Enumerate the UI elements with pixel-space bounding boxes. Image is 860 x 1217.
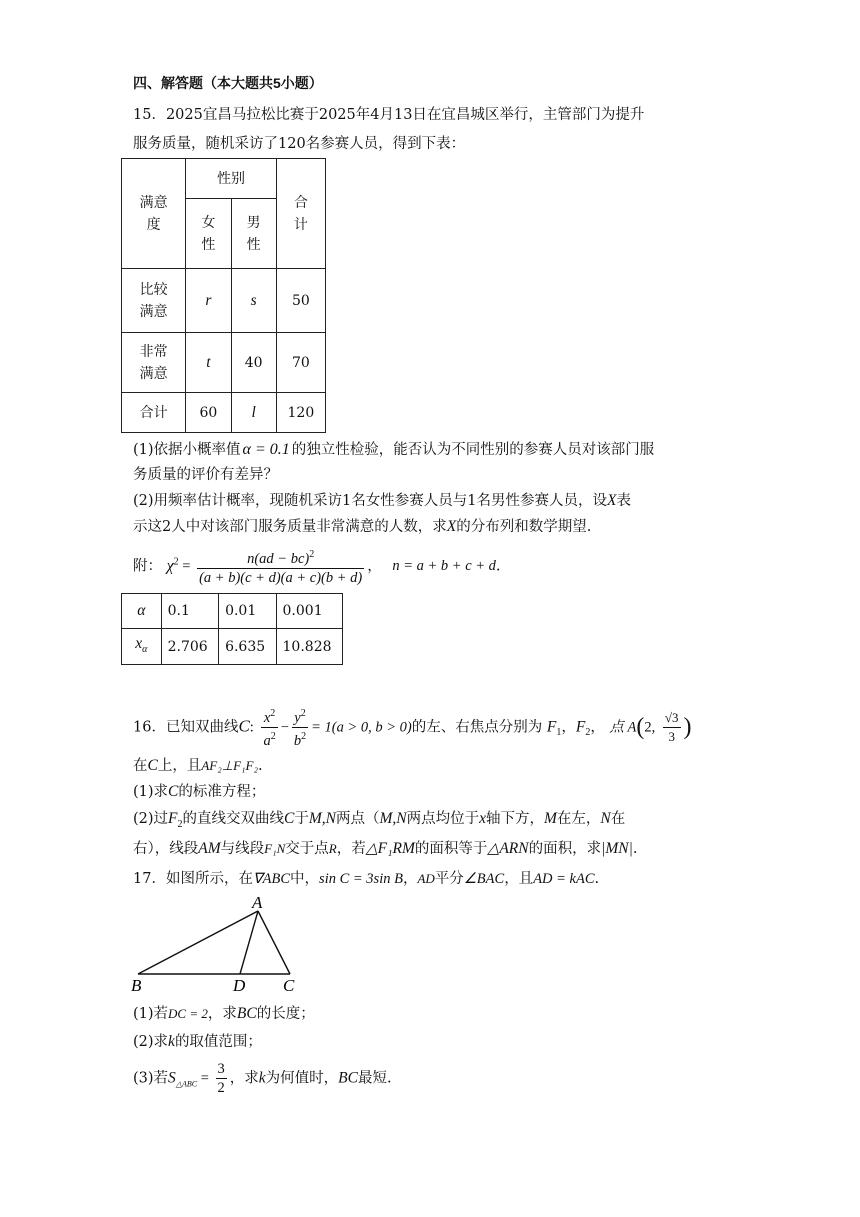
table-row: 非常 满意 t 40 70 [122,333,326,393]
table-row: 合计 60 l 120 [122,393,326,433]
q16-part1: (1)求C的标准方程； [133,783,266,800]
label-a: A [252,893,263,912]
label-b: B [131,976,142,995]
q15-part1: (1)依据小概率值 α = 0.1 的独立性检验，能否认为不同性别的参赛人员对该部门服 [133,441,655,458]
q17-part1: (1)若DC = 2，求BC的长度； [133,1005,315,1022]
q17-part3: (3)若$S_{\triangle ABC}$ = $\frac{3}{2}$ ，求k为何值时，BC最短. [133,1061,392,1096]
table-row: α 0.1 0.01 0.001 [122,594,343,629]
header-total: 合 计 [276,159,325,269]
q17-part2: (2)求k的取值范围； [133,1033,262,1050]
segment-ad [240,911,258,974]
segment-ab [138,911,258,974]
section-title: 四、解答题（本大题共5小题） [133,75,323,91]
q15-part1-cont: 务质量的评价有差异？ [133,467,278,483]
table-row: 比较 满意 r s 50 [122,269,326,333]
chi-square-formula: 附： $\chi^2$ = $\frac{n(ad - bc)^2}{(a + b)(c + d)(a + c)(b + d)}$ ， n = a + b + c + d. [133,546,501,587]
q15-line2: 服务质量，随机采访了120名参赛人员，得到下表： [133,136,466,152]
header-male: 男 性 [231,199,276,269]
header-female: 女 性 [186,199,231,269]
q16-part2: (2)过$F_2$的直线交双曲线C于M,N两点（M,N两点均位于x轴下方，M在左，N在 [133,810,626,830]
q15-part2: (2)用频率估计概率，现随机采访1名女性参赛人员与1名男性参赛人员，设X表 [133,492,631,509]
segment-ac [258,911,290,974]
q15-line1: 15．2025宜昌马拉松比赛于2025年4月13日在宜昌城区举行，主管部门为提升 [133,107,645,123]
header-satisfaction: 满意 度 [122,159,186,269]
q17-line1: 17．如图所示，在∇ABC中，sin C = 3sin B，AD平分∠BAC，且AD = kAC. [133,871,600,887]
triangle-figure [128,893,308,995]
q16-line2: 在C上，且AF₂⊥F₁F₂. [133,757,263,774]
survey-table [121,158,326,433]
q16-part2-cont: 右），线段AM与线段F₁N交于点R，若△F₁RM的面积等于△ARN的面积，求|MN|. [133,840,638,857]
label-c: C [283,976,295,995]
critical-value-table [121,593,343,665]
q16-line1: 16．已知双曲线C: $\frac{x^2}{a^2}$ − $\frac{y^2}{b^2}$ = 1(a > 0, b > 0)的左、右焦点分别为 $F_1$，$F_2$， 点 A(2, $\frac{√3}{3}$ ) [133,705,692,750]
table-row: $x_\alpha$ 2.706 6.635 10.828 [122,629,343,665]
header-gender: 性别 [186,159,276,199]
q15-part2-cont: 示这2人中对该部门服务质量非常满意的人数，求X的分布列和数学期望. [133,518,592,535]
label-d: D [233,976,246,995]
